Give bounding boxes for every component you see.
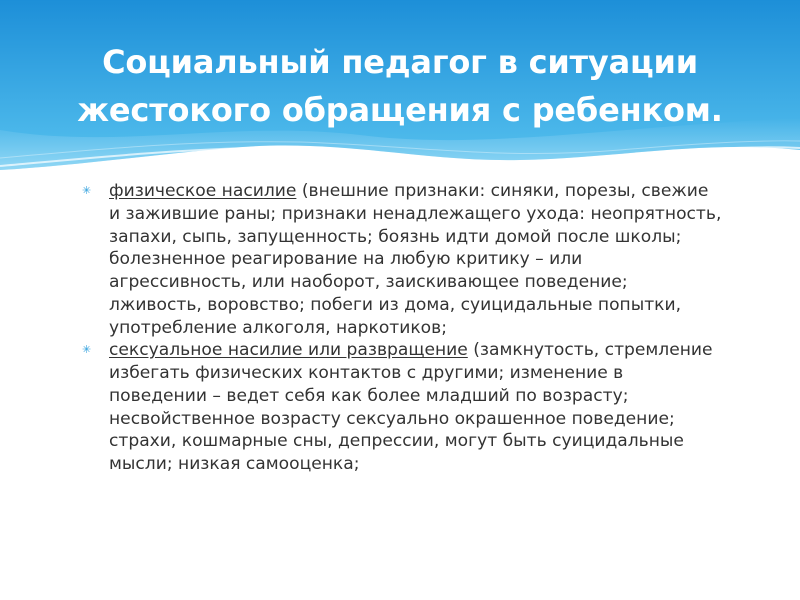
asterisk-bullet-icon: ✳	[82, 184, 92, 197]
slide-title-line-1: Социальный педагог в ситуации	[102, 43, 698, 81]
list-item	[82, 180, 722, 339]
list-item-text: (замкнутость, стремление избегать физических контактов с другими; изменение в поведении – ведет себя как более младший по возрасту; несвойственное возрасту сексуально окрашенное поведение; страхи, кошмарные сны, депрессии, могут быть суицидальные мысли; низкая самооценка;	[109, 340, 713, 474]
slide-title-line-2: жестокого обращения с ребенком.	[77, 91, 723, 129]
list-item-term: физическое насилие	[109, 181, 297, 201]
list-item-term: сексуальное насилие или развращение	[109, 340, 468, 361]
list-item	[82, 339, 722, 476]
asterisk-bullet-icon: ✳	[82, 343, 92, 357]
bullet-list	[82, 180, 722, 476]
slide-title	[40, 38, 760, 134]
list-item-text: (внешние признаки: синяки, порезы, свежие и зажившие раны; признаки ненадлежащего ухода: неопрятность, запахи, сыпь, запущенность; боязнь идти домой после школы; болезненное реагирование на любую критику – или агрессивность, или наоборот, заискивающее поведение; лживость, воровство; побеги из дома, суицидальные попытки, употребление алкоголя, наркотиков;	[109, 181, 722, 338]
